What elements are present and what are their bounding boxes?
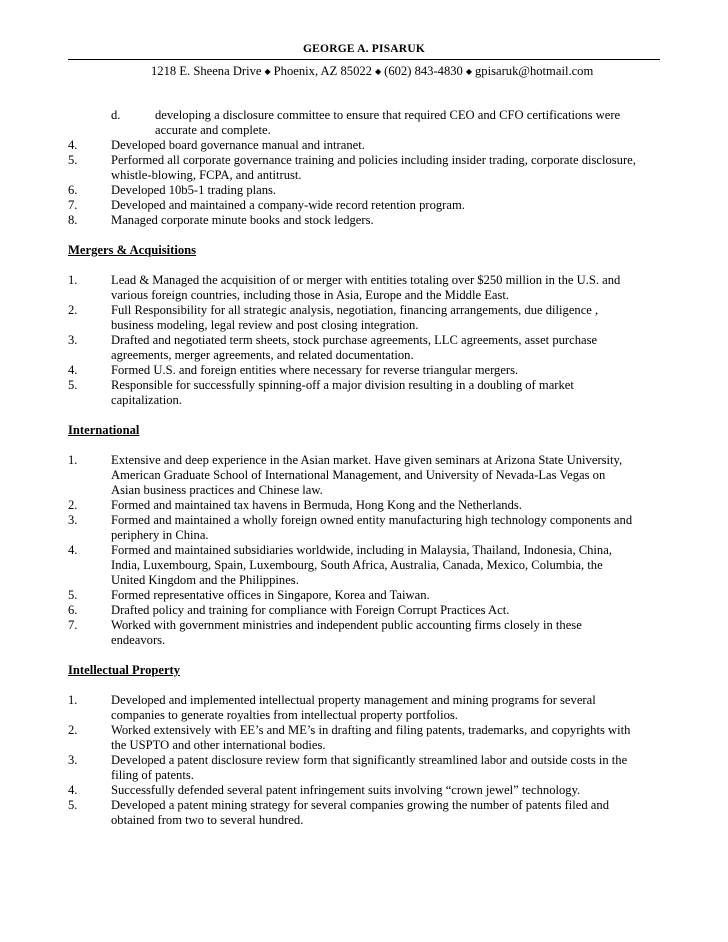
section-title-international: International bbox=[68, 423, 140, 437]
contact-email: gpisaruk@hotmail.com bbox=[475, 64, 594, 78]
list-item: 4. Formed and maintained subsidiaries worldwide, including in Malaysia, Thailand, Indonesia, China, India, Luxembourg, Spain, Luxembourg, South Africa, Australia, Canada, Mexico, Columbia, the United Kingdom and the Philippines. bbox=[68, 543, 612, 587]
list-item: 7. Developed and maintained a company-wide record retention program. bbox=[68, 198, 465, 212]
contact-address: 1218 E. Sheena Drive bbox=[151, 64, 262, 78]
subitem-letter: d. bbox=[111, 108, 121, 122]
diamond-bullet-icon: ◆ bbox=[264, 67, 271, 76]
diamond-bullet-icon: ◆ bbox=[374, 67, 382, 76]
list-item: 2. Worked extensively with EE’s and ME’s in drafting and filing patents, trademarks, and copyrights with the USPTO and other international bodies. bbox=[68, 723, 631, 752]
list-item: 6. Drafted policy and training for compliance with Foreign Corrupt Practices Act. bbox=[68, 603, 510, 617]
list-item: 6. Developed 10b5-1 trading plans. bbox=[68, 183, 277, 197]
list-item: 2. Full Responsibility for all strategic analysis, negotiation, financing arrangements, due diligence , business modeling, legal review and post closing integration. bbox=[68, 303, 599, 332]
header-divider bbox=[68, 59, 660, 60]
list-item: 1. Developed and implemented intellectual property management and mining programs for several companies to generate royalties from intellectual property portfolios. bbox=[68, 693, 596, 722]
list-item: 5. Developed a patent mining strategy for several companies growing the number of patents filed and obtained from two to several hundred. bbox=[68, 798, 609, 827]
list-item: 7. Worked with government ministries and independent public accounting firms closely in these endeavors. bbox=[68, 618, 582, 647]
list-item: 5. Performed all corporate governance training and policies including insider trading, corporate disclosure, whistle-blowing, FCPA, and antitrust. bbox=[68, 153, 636, 182]
section-title-intellectual-property: Intellectual Property bbox=[68, 663, 181, 677]
resume-name: GEORGE A. PISARUK bbox=[303, 43, 425, 55]
list-item: 1. Extensive and deep experience in the Asian market. Have given seminars at Arizona State University, American Graduate School of International Management, and University of Nevada-Las Vegas on Asian business practices and Chinese law. bbox=[68, 453, 623, 497]
section-title-mergers: Mergers & Acquisitions bbox=[68, 243, 197, 257]
list-subitem bbox=[111, 108, 660, 138]
list-item: 5. Responsible for successfully spinning-off a major division resulting in a doubling of market capitalization. bbox=[68, 378, 574, 407]
contact-line bbox=[151, 64, 593, 79]
subitem-text: developing a disclosure committee to ensure that required CEO and CFO certifications were accurate and complete. bbox=[155, 108, 621, 137]
list-item: 3. Developed a patent disclosure review form that significantly streamlined labor and outside costs in the filing of patents. bbox=[68, 753, 628, 782]
contact-phone: (602) 843-4830 bbox=[384, 64, 463, 78]
resume-body bbox=[68, 108, 660, 828]
list-item: 2. Formed and maintained tax havens in Bermuda, Hong Kong and the Netherlands. bbox=[68, 498, 522, 512]
contact-city: Phoenix, AZ 85022 bbox=[273, 64, 372, 78]
list-item: 3. Formed and maintained a wholly foreign owned entity manufacturing high technology components and periphery in China. bbox=[68, 513, 633, 542]
list-item: 3. Drafted and negotiated term sheets, stock purchase agreements, LLC agreements, asset purchase agreements, merger agreements, and related documentation. bbox=[68, 333, 598, 362]
list-item: 4. Developed board governance manual and intranet. bbox=[68, 138, 365, 152]
list-item: 5. Formed representative offices in Singapore, Korea and Taiwan. bbox=[68, 588, 430, 602]
list-item: 1. Lead & Managed the acquisition of or merger with entities totaling over $250 million in the U.S. and various foreign countries, including those in Asia, Europe and the Middle East. bbox=[68, 273, 621, 302]
list-item: 4. Formed U.S. and foreign entities where necessary for reverse triangular mergers. bbox=[68, 363, 519, 377]
list-item: 8. Managed corporate minute books and stock ledgers. bbox=[68, 213, 374, 227]
diamond-bullet-icon: ◆ bbox=[465, 67, 472, 76]
list-item: 4. Successfully defended several patent infringement suits involving “crown jewel” technology. bbox=[68, 783, 581, 797]
